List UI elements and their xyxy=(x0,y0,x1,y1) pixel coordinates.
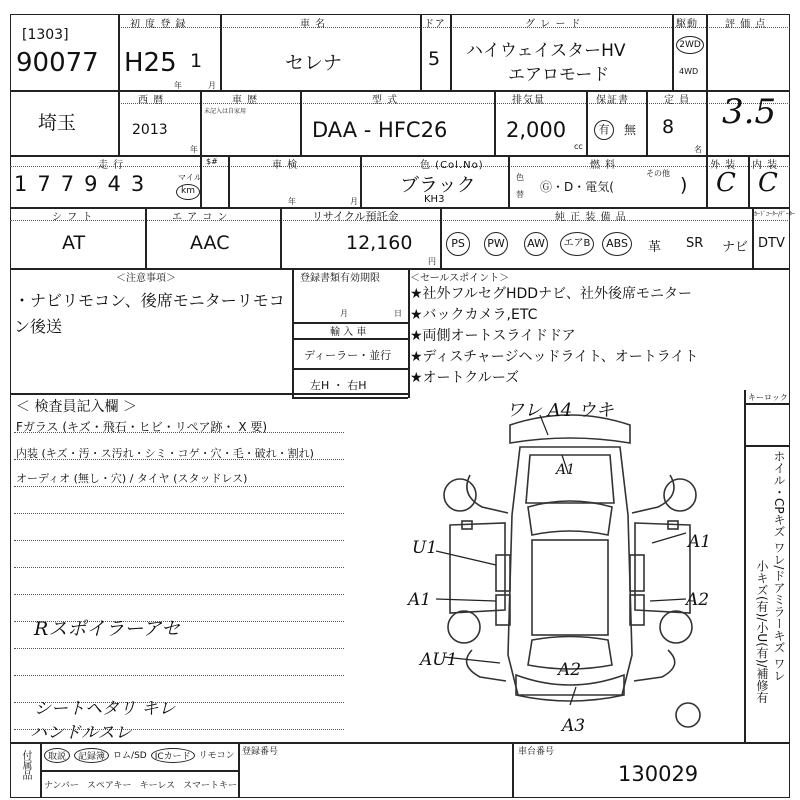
equip-leather: 革 xyxy=(648,240,662,255)
mileage-unit-mile: マイル xyxy=(178,173,202,182)
accessory-spare-key: スペアキー xyxy=(86,781,132,791)
first-reg-era: H25 xyxy=(124,48,177,78)
equip-sunroof: SR xyxy=(686,236,704,251)
grade-line2: エアロモード xyxy=(508,65,610,85)
accessory-record-book: 記録簿 xyxy=(74,748,109,763)
grade-line1: ハイウェイスターHV xyxy=(466,41,626,61)
audio-line: オーディオ (無し・穴) / タイヤ (スタッドレス) xyxy=(16,472,248,485)
drive-4wd: 4WD xyxy=(679,67,699,76)
color: ブラック xyxy=(400,174,476,196)
keylock-label: キーロック xyxy=(748,393,788,402)
damage-mark: A1 xyxy=(408,590,432,610)
mileage-digit: 7 xyxy=(37,172,51,196)
inspection-label: 車 検 xyxy=(272,160,299,171)
year-label: 西 暦 xyxy=(138,95,165,106)
shift: AT xyxy=(62,232,86,254)
model-year: 2013 xyxy=(132,122,168,138)
capacity: 8 xyxy=(662,116,675,138)
recycle-yen: 円 xyxy=(428,257,436,266)
sales-points xyxy=(410,284,698,389)
diagram-top-marks: ワレ A4 ウキ xyxy=(506,400,614,421)
drive-2wd: 2WD xyxy=(676,36,704,54)
interior-line: 内装 (キズ・汚・ス汚れ・シミ・コゲ・穴・毛・破れ・割れ) xyxy=(16,447,314,460)
equip-navi: ナビ xyxy=(722,240,749,255)
first-reg-label: 初 度 登 録 xyxy=(130,19,187,30)
sales-point: ★オートクルーズ xyxy=(410,370,520,386)
accessories-label: 付属品 xyxy=(20,750,31,780)
caution-text: ・ナビリモコン、後席モニターリモコン後送 xyxy=(14,291,285,336)
exterior-grade: C xyxy=(716,168,736,198)
recycle-amount: 12,160 xyxy=(346,232,413,254)
inspection-month: 月 xyxy=(350,197,358,206)
damage-mark: A1 xyxy=(688,532,712,552)
ac: AAC xyxy=(190,232,230,254)
car-damage-diagram xyxy=(400,395,740,740)
model-code: DAA - HFC26 xyxy=(312,118,448,142)
side-note-col1: ホイル・CPキズ ワレ/ドアミラーキズ ワレ xyxy=(772,450,786,682)
warranty-label: 保証書 xyxy=(596,95,629,106)
damage-mark: A3 xyxy=(562,716,586,736)
color-code: KH3 xyxy=(424,194,445,205)
wheel-rear-left xyxy=(448,611,480,643)
first-reg-month-unit: 月 xyxy=(208,81,216,90)
first-reg-month: 1 xyxy=(190,50,203,72)
inspection-year: 年 xyxy=(288,197,296,206)
shift-label: シ フ ト xyxy=(52,212,94,223)
accessory-ic-card: ICカード xyxy=(151,748,195,763)
mileage-label: 走 行 xyxy=(98,160,125,171)
reg-number-label: 登録番号 xyxy=(242,747,279,757)
auction-code: [1303] xyxy=(22,27,69,43)
reg-doc-label: 登録書類有効期限 xyxy=(300,273,380,284)
equip-ps: PS xyxy=(446,232,470,256)
wheel-front-right xyxy=(664,479,696,511)
fuel-other: その他 xyxy=(646,169,670,178)
warranty-yes: 有 xyxy=(594,120,614,140)
steering-option: 左H ・ 右H xyxy=(310,379,367,392)
prefecture: 埼玉 xyxy=(38,112,77,134)
mileage-digit: 7 xyxy=(60,172,75,196)
wheel-front-left xyxy=(444,479,476,511)
glass-line: Fガラス (キズ・飛石・ヒビ・リペア跡・ X 要) xyxy=(16,420,268,434)
reg-month: 月 xyxy=(340,309,348,318)
equip-pw: PW xyxy=(484,232,508,256)
handwritten-note-2: シートヘタリ キレ xyxy=(34,699,176,719)
interior-label: 内 装 xyxy=(752,160,779,171)
model-year-unit: 年 xyxy=(190,145,198,154)
cc-unit: cc xyxy=(574,142,583,151)
accessory-keyless: キーレス xyxy=(139,781,176,791)
equip-airbag: エアB xyxy=(560,232,594,256)
grade-label: グ レ ー ド xyxy=(525,19,582,30)
warranty-no: 無 xyxy=(624,123,637,137)
capacity-unit: 名 xyxy=(694,145,702,154)
dealer-option: ディーラー・並行 xyxy=(304,349,392,362)
mileage-digit: 3 xyxy=(130,172,145,196)
inspector-title: ＜ 検査員記入欄 ＞ xyxy=(16,399,137,415)
recycle-label: リサイクル預託金 xyxy=(312,210,399,223)
damage-mark: A2 xyxy=(558,660,582,680)
ac-label: エ ア コ ン xyxy=(172,212,229,223)
fuel-options: Ⓖ・D・電気( xyxy=(540,180,614,194)
caution-label: ＜注意事項＞ xyxy=(116,273,176,284)
score: 3.5 xyxy=(722,92,777,132)
side-note-col2: 小キズ(有)/小U(有)/補修有 xyxy=(755,560,769,704)
equipment-label: 純 正 装 備 品 xyxy=(555,212,627,223)
sales-point: ★ディスチャージヘッドライト、オートライト xyxy=(410,349,699,365)
equip-dtv: DTV xyxy=(758,236,785,251)
capacity-label: 定 員 xyxy=(664,95,691,106)
import-label: 輸 入 車 xyxy=(330,327,367,338)
first-reg-year-unit: 年 xyxy=(174,81,182,90)
accessory-smart-key: スマートキー xyxy=(183,781,237,791)
damage-mark: A1 xyxy=(556,462,576,478)
wheel-rear-right xyxy=(660,611,692,643)
accessory-plate: ナンバー xyxy=(44,781,79,791)
spare-tire xyxy=(676,703,700,727)
fuel-label: 燃 料 xyxy=(590,160,617,171)
card-label: ｶｰﾄﾞｺｰﾀｰ/ﾃﾞｰﾀｰ xyxy=(754,211,796,218)
sales-point: ★バックカメラ,ETC xyxy=(410,307,538,323)
accessories-row1 xyxy=(44,748,235,763)
fuel-close: ) xyxy=(680,174,688,196)
interior-grade: C xyxy=(758,168,778,198)
car-name: セレナ xyxy=(285,52,343,74)
handwritten-note-3: ハンドルスレ xyxy=(30,723,132,743)
car-name-label: 車 名 xyxy=(300,19,327,30)
handwritten-note-1: Rスポイラーアセ xyxy=(34,618,181,640)
sales-point: ★社外フルセグHDDナビ、社外後席モニター xyxy=(410,286,692,302)
exterior-label: 外 装 xyxy=(710,160,737,171)
history-note: 未記入は自家用 xyxy=(204,108,247,115)
accessory-rom-sd: ロム/SD xyxy=(113,751,147,761)
chassis-number: 130029 xyxy=(618,762,699,786)
damage-mark: U1 xyxy=(412,538,438,558)
sales-label: ＜セールスポイント＞ xyxy=(410,273,510,284)
mileage-unit-km: km xyxy=(176,184,200,200)
mileage-digit: 9 xyxy=(84,172,98,196)
mileage-digit: 4 xyxy=(107,172,121,196)
color-label: 色 (Col.No) xyxy=(420,160,484,171)
displacement-label: 排気量 xyxy=(512,95,545,106)
door-label: ドア xyxy=(424,19,446,30)
model-label: 型 式 xyxy=(372,95,399,106)
sales-point: ★両側オートスライドドア xyxy=(410,328,576,344)
body-outline xyxy=(508,447,632,695)
history-label: 車 歴 xyxy=(232,95,259,106)
displacement: 2,000 xyxy=(506,118,567,142)
mileage-digits xyxy=(14,172,144,196)
equip-abs: ABS xyxy=(602,232,632,256)
color-change-2: 替 xyxy=(516,190,524,199)
mileage-digit: 1 xyxy=(14,172,28,196)
reg-day: 日 xyxy=(394,309,402,318)
color-change-1: 色 xyxy=(516,173,524,182)
score-label: 評 価 点 xyxy=(725,19,767,30)
accessory-manual: 取説 xyxy=(44,748,70,763)
equip-aw: AW xyxy=(524,232,548,256)
drive-label: 駆動 xyxy=(676,19,698,30)
accessories-row2 xyxy=(44,778,237,791)
chassis-label: 車台番号 xyxy=(518,747,555,757)
damage-mark: AU1 xyxy=(420,650,458,670)
sharp-label: $# xyxy=(206,157,218,166)
door-count: 5 xyxy=(428,48,441,70)
accessory-remote: リモコン xyxy=(198,751,235,761)
damage-mark: A2 xyxy=(686,590,710,610)
lot-number: 90077 xyxy=(16,48,99,78)
